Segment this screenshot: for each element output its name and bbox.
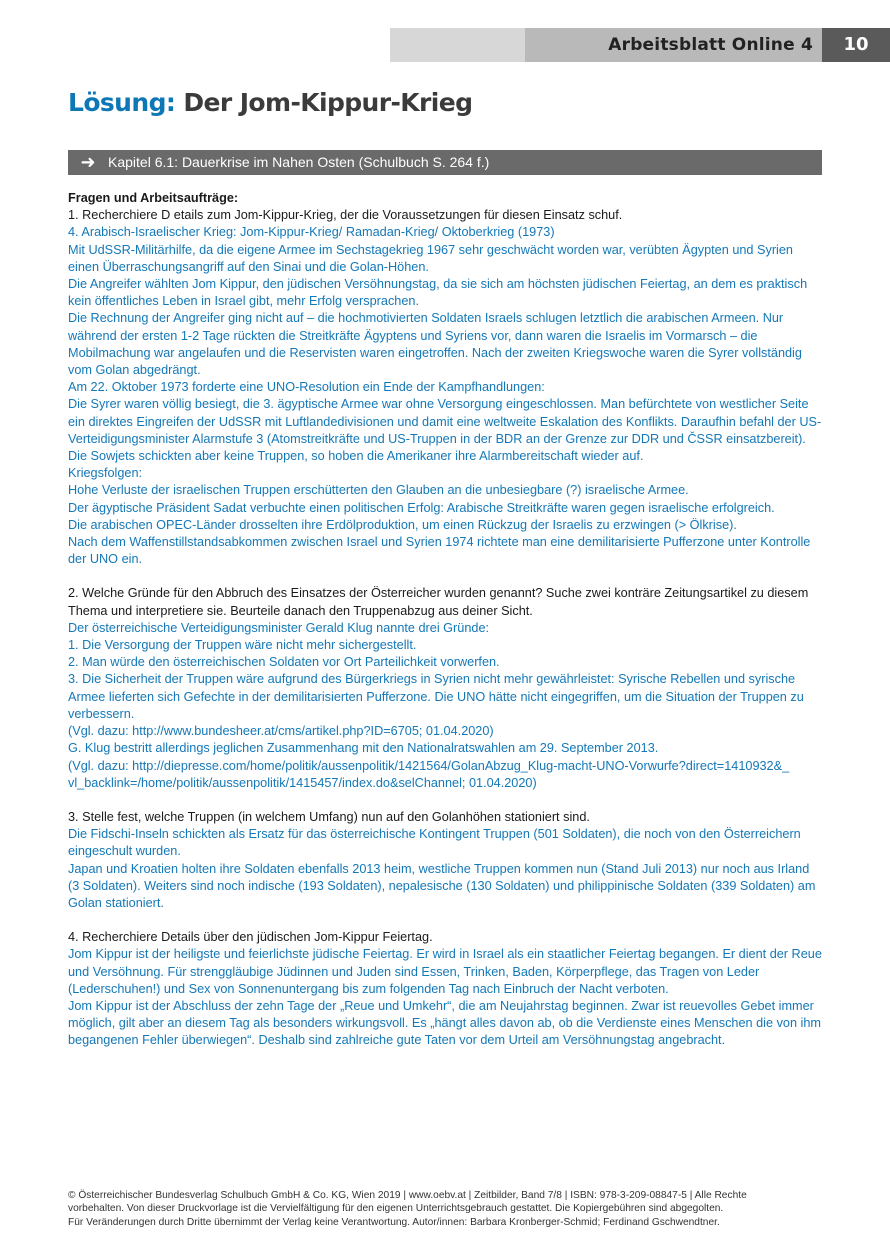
answer-paragraph: Der österreichische Verteidigungsminister Gerald Klug nannte drei Gründe: bbox=[68, 620, 490, 635]
answer-paragraph: Der ägyptische Präsident Sadat verbuchte einen politischen Erfolg: Arabische Streitkräfte waren gegen israelische erfolgreich. bbox=[68, 500, 775, 515]
answer-paragraph: (Vgl. dazu: http://www.bundesheer.at/cms/artikel.php?ID=6705; 01.04.2020) bbox=[68, 724, 494, 739]
answer-paragraph: Die Syrer waren völlig besiegt, die 3. ägyptische Armee war ohne Versorgung eingeschlossen. Man befürchtete von westlicher Seite ein direktes Eingreifen der UdSSR mit Luftlandedivisionen und damit eine weltweite Eskalation des Konflikts. Daraufhin befahl der US-Verteidigungsminister Alarmstufe 3 (Atomstreitkräfte und US-Truppen in der BDR an der Grenze zur DDR und ČSSR einsatzbereit). bbox=[68, 397, 822, 446]
answer-paragraph: Die Angreifer wählten Jom Kippur, den jüdischen Versöhnungstag, da sie sich am höchsten jüdischen Feiertag, an dem es praktisch kein öffentliches Leben in Israel gibt, mehr Erfolg versprachen. bbox=[68, 277, 808, 309]
answer-paragraph: Am 22. Oktober 1973 forderte eine UNO-Resolution ein Ende der Kampfhandlungen: bbox=[68, 380, 545, 395]
answer-paragraph: Die Fidschi-Inseln schickten als Ersatz für das österreichische Kontingent Truppen (501 Soldaten), die noch von den Österreichern eingeschult wurden. bbox=[68, 827, 801, 859]
answer-paragraph: Die arabischen OPEC-Länder drosselten ihre Erdölproduktion, um einen Rückzug der Israelis zu erzwingen (> Ölkrise). bbox=[68, 517, 737, 532]
footer-line: © Österreichischer Bundesverlag Schulbuch GmbH & Co. KG, Wien 2019 | www.oebv.at | Zeitbilder, Band 7/8 | ISBN: 978-3-209-08847-5 | Alle Rechte bbox=[68, 1190, 747, 1201]
page-title-accent: Lösung: bbox=[68, 88, 176, 117]
arrow-right-icon: ➜ bbox=[80, 152, 96, 172]
answer-paragraph: 2. Man würde den österreichischen Soldaten vor Ort Parteilichkeit vorwerfen. bbox=[68, 655, 500, 670]
answer-paragraph: Japan und Kroatien holten ihre Soldaten ebenfalls 2013 heim, westliche Truppen kommen nun (Stand Juli 2013) nur noch aus Irland (3 Soldaten). Weiters sind noch indische (193 Soldaten), nepalesische (130 Soldaten) und philippinische Soldaten (339 Soldaten) am Golan stationiert. bbox=[68, 861, 816, 910]
answer-paragraph: Die Sowjets schickten aber keine Truppen, so hoben die Amerikaner ihre Alarmbereitschaft wieder auf. bbox=[68, 449, 644, 464]
answer-paragraph: Hohe Verluste der israelischen Truppen erschütterten den Glauben an die unbesiegbare (?) israelische Armee. bbox=[68, 483, 689, 498]
question-4: 4. Recherchiere Details über den jüdischen Jom-Kippur Feiertag. bbox=[68, 930, 433, 945]
chapter-banner bbox=[68, 150, 822, 175]
answer-paragraph: Kriegsfolgen: bbox=[68, 466, 143, 481]
answer-paragraph: (Vgl. dazu: http://diepresse.com/home/politik/aussenpolitik/1421564/GolanAbzug_Klug-macht-UNO-Vorwurfe?direct=1410932&_ vl_backlink=/home/politik/aussenpolitik/1415457/index.do&selChannel; 01.04.2020) bbox=[68, 758, 790, 790]
question-3: 3. Stelle fest, welche Truppen (in welchem Umfang) nun auf den Golanhöhen stationiert sind. bbox=[68, 809, 590, 824]
worksheet-content bbox=[68, 190, 824, 1050]
page-title bbox=[68, 88, 472, 117]
answer-paragraph: 1. Die Versorgung der Truppen wäre nicht mehr sichergestellt. bbox=[68, 638, 417, 653]
answer-paragraph: Die Rechnung der Angreifer ging nicht auf – die hochmotivierten Soldaten Israels schlugen letztlich die arabischen Armeen. Nur während der ersten 1-2 Tage rückten die Streitkräfte Ägyptens und Syriens vor, dann waren die Israelis im Vormarsch – die Mobilmachung war angelaufen und die Reservisten waren eingetroffen. Nach der zweiten Kriegswoche waren die Syrer vollständig vom Golan abgedrängt. bbox=[68, 311, 802, 378]
footer-line: Für Veränderungen durch Dritte übernimmt der Verlag keine Verantwortung. Autor/innen: Barbara Kronberger-Schmid; Ferdinand Gschwendtner. bbox=[68, 1216, 720, 1228]
answer-paragraph: 4. Arabisch-Israelischer Krieg: Jom-Kippur-Krieg/ Ramadan-Krieg/ Oktoberkrieg (1973) bbox=[68, 225, 555, 240]
worksheet-title: Arbeitsblatt Online 4 bbox=[608, 35, 813, 55]
answer-paragraph: Jom Kippur ist der Abschluss der zehn Tage der „Reue und Umkehr“, die am Neujahrstag beginnen. Zwar ist reuevolles Gebet immer möglich, gilt aber an diesem Tag als besonders wirkungsvoll. Es „hängt alles davon ab, ob die Verdienste eines Menschen die von ihm begangenen Fehler überwiegen“. Deshalb sind zahlreiche gute Taten vor dem Urteil am Versöhnungstag angebracht. bbox=[68, 998, 821, 1048]
header-bar-light bbox=[390, 28, 525, 62]
page-title-text: Der Jom-Kippur-Krieg bbox=[175, 88, 473, 117]
page-number: 10 bbox=[822, 28, 890, 62]
answer-paragraph: Jom Kippur ist der heiligste und feierlichste jüdische Feiertag. Er wird in Israel als ein staatlicher Feiertag begangen. Er dient der Reue und Versöhnung. Für strenggläubige Jüdinnen und Juden sind Essen, Trinken, Baden, Körperpflege, das Tragen von Leder (Lederschuhen!) und Sex von Sonnenuntergang bis zum folgenden Tag nach Einbruch der Nacht verboten. bbox=[68, 947, 822, 996]
question-2: 2. Welche Gründe für den Abbruch des Einsatzes der Österreicher wurden genannt? Suche zwei konträre Zeitungsartikel zu diesem Thema und interpretiere sie. Beurteile danach den Truppenabzug aus deiner Sicht. bbox=[68, 586, 809, 618]
answer-paragraph: G. Klug bestritt allerdings jeglichen Zusammenhang mit den Nationalratswahlen am 29. September 2013. bbox=[68, 741, 659, 756]
answer-paragraph: 3. Die Sicherheit der Truppen wäre aufgrund des Bürgerkriegs in Syrien nicht mehr gewährleistet: Syrische Rebellen und syrische Armee lieferten sich Gefechte in der demilitarisierten Pufferzone. Die UNO hätte nicht eingegriffen, um die Situation der Truppen zu verbessern. bbox=[68, 672, 804, 721]
answer-paragraph: Nach dem Waffenstillstandsabkommen zwischen Israel und Syrien 1974 richtete man eine demilitarisierte Pufferzone unter Kontrolle der UNO ein. bbox=[68, 535, 811, 567]
chapter-label: Kapitel 6.1: Dauerkrise im Nahen Osten (Schulbuch S. 264 f.) bbox=[108, 154, 490, 170]
question-1: 1. Recherchiere D etails zum Jom-Kippur-Krieg, der die Voraussetzungen für diesen Einsatz schuf. bbox=[68, 208, 623, 223]
answer-paragraph: Mit UdSSR-Militärhilfe, da die eigene Armee im Sechstagekrieg 1967 sehr geschwächt worden war, verübten Ägypten und Syrien einen Überraschungsangriff auf den Sinai und die Golan-Höhen. bbox=[68, 242, 793, 274]
questions-heading: Fragen und Arbeitsaufträge: bbox=[68, 191, 239, 205]
footer-line: vorbehalten. Von dieser Druckvorlage ist die Vervielfältigung für den eigenen Unterrichtsgebrauch gestattet. Die Kopiergebühren sind abgegolten. bbox=[68, 1203, 724, 1215]
copyright-footer bbox=[68, 1189, 828, 1229]
